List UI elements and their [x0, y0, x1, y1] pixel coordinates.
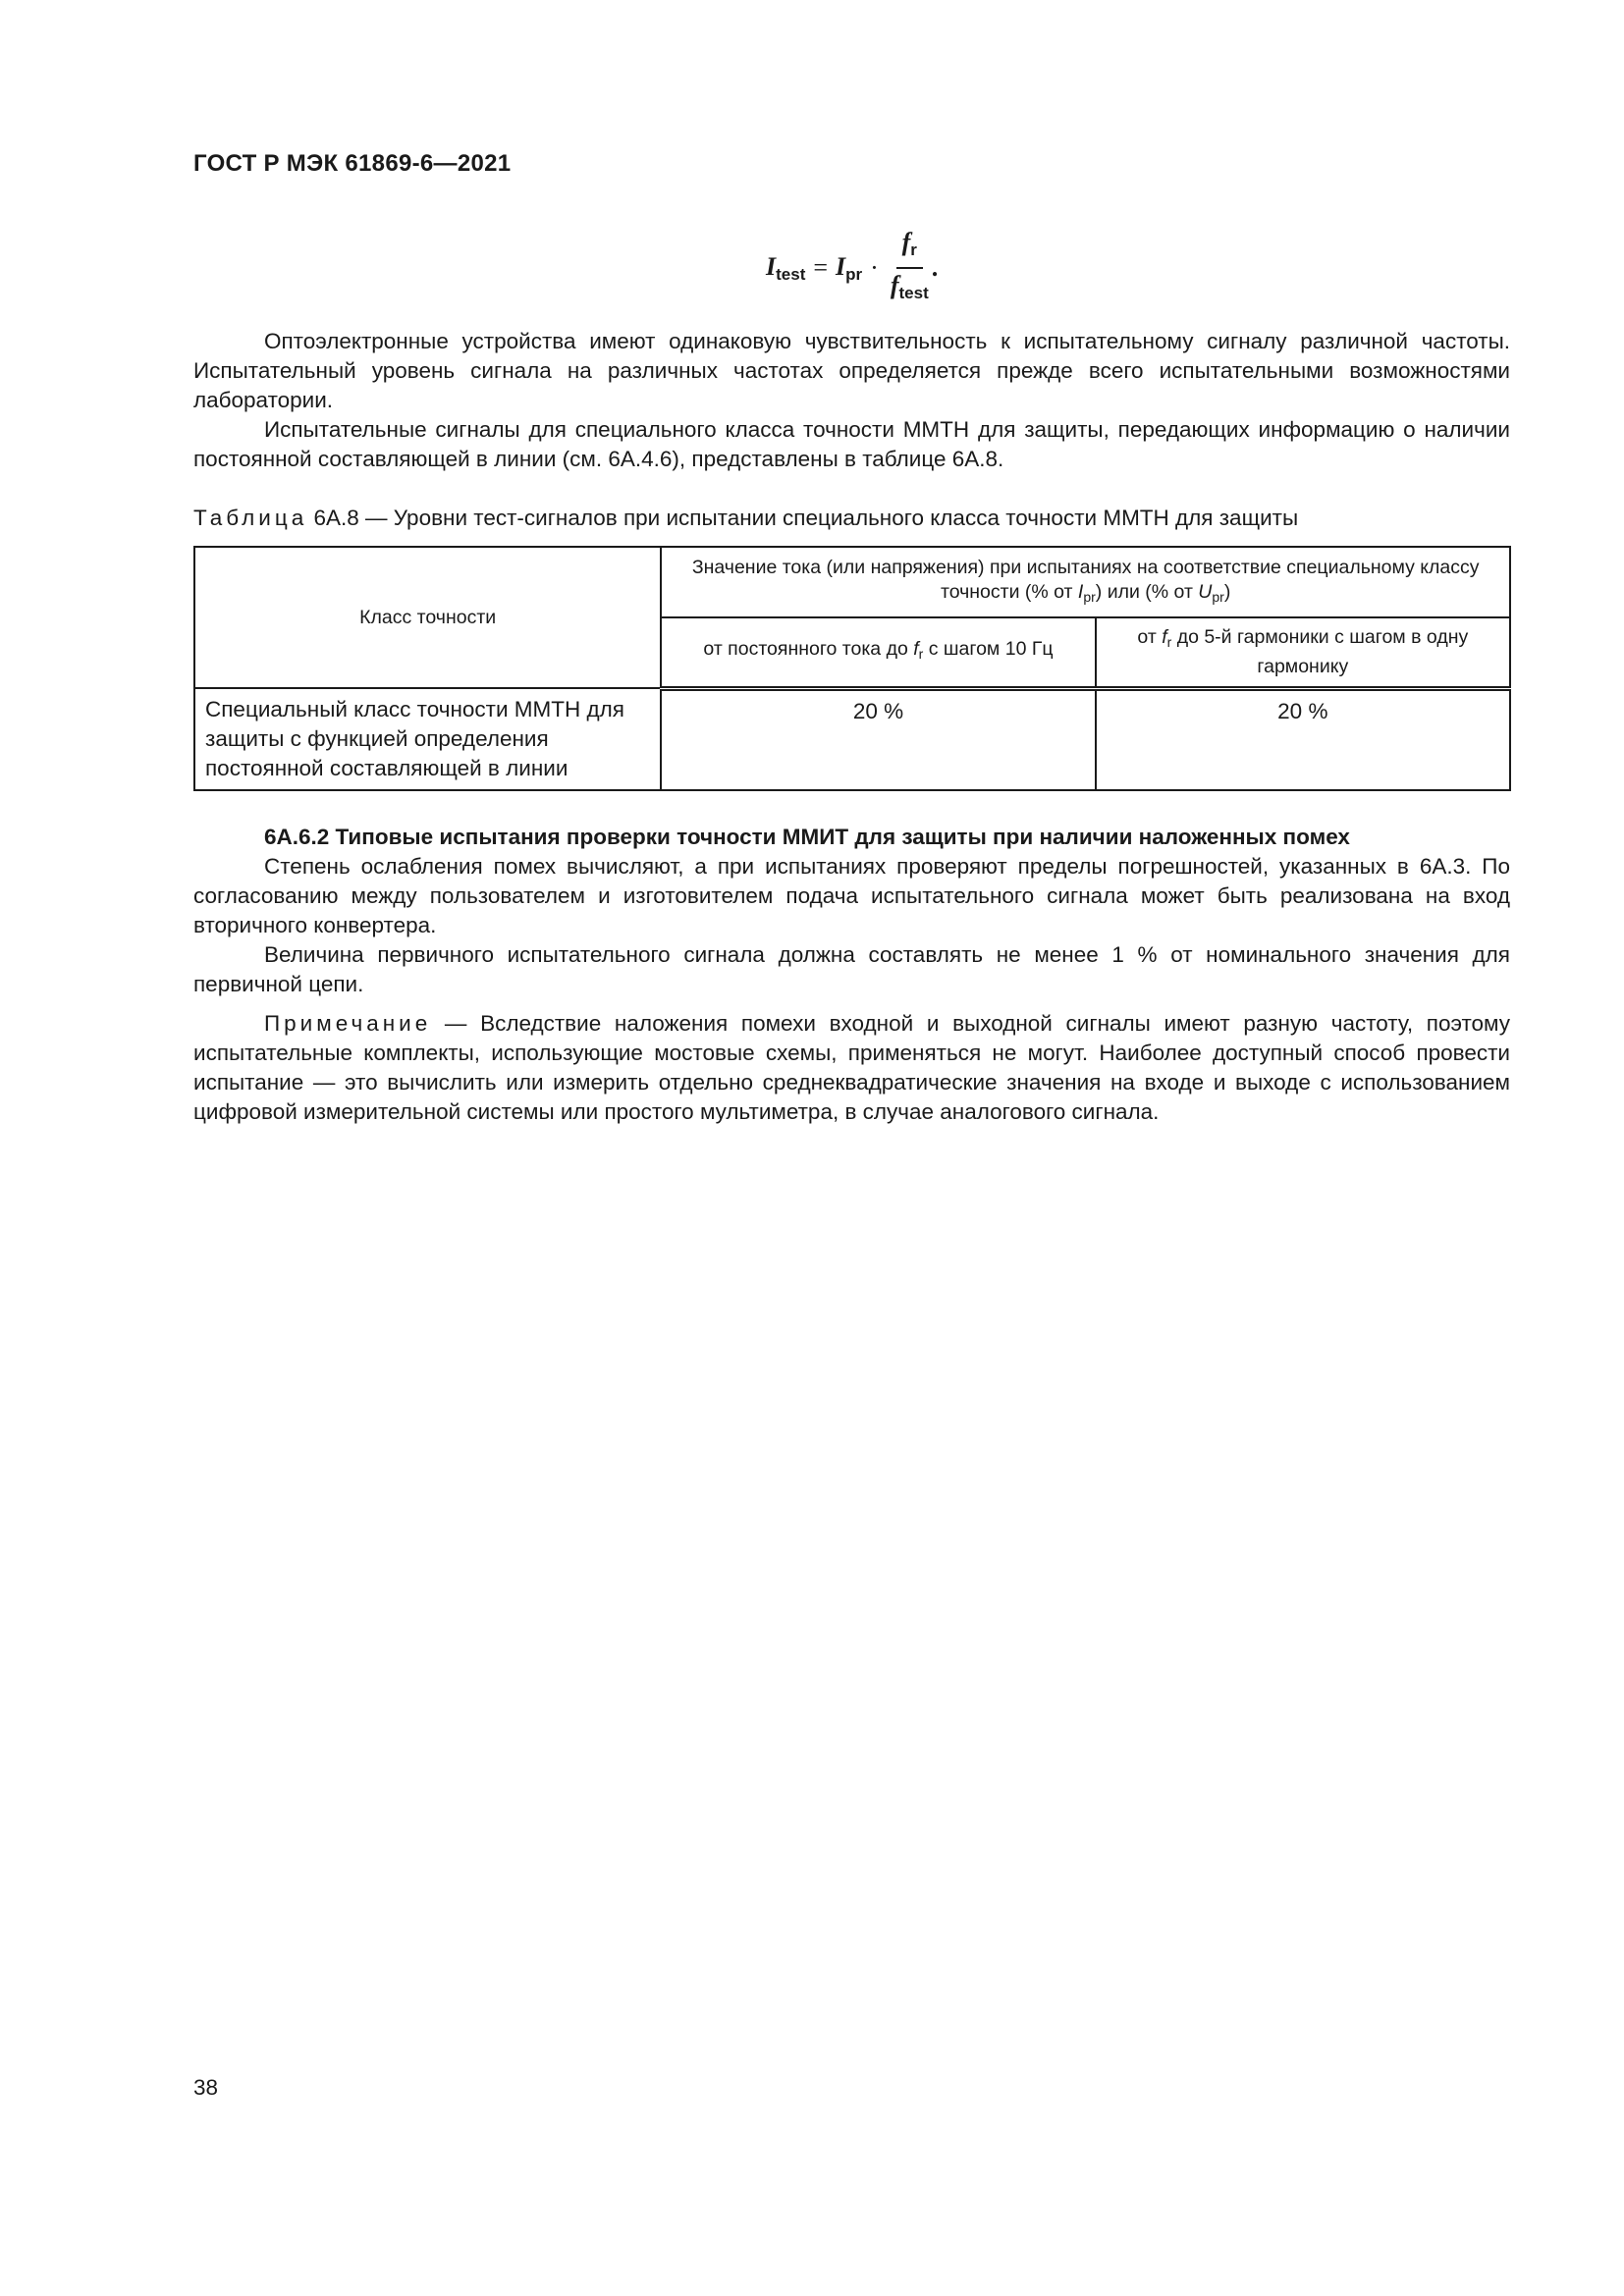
formula-rhs: $I_{pr}$	[836, 251, 863, 284]
paragraph-attenuation: Степень ослабления помех вычисляют, а при испытаниях проверяют пределы погрешностей, указанных в 6А.3. По согласованию между пользователем и изготовителем подача испытательного сигнала может быть реализована на вход вторичного конвертера.	[193, 854, 1510, 937]
page-number: 38	[193, 2075, 219, 2100]
row-accuracy-class: Специальный класс точности ММТН для защиты с функцией определения постоянной составляющей в линии	[194, 688, 661, 790]
document-header: ГОСТ Р МЭК 61869-6—2021	[193, 150, 512, 177]
paragraph-test-signals: Испытательные сигналы для специального класса точности ММТН для защиты, передающих информацию о наличии постоянной составляющей в линии (см. 6А.4.6), представлены в таблице 6А.8.	[193, 417, 1510, 471]
paragraph-optoelectronic: Оптоэлектронные устройства имеют одинаковую чувствительность к испытательному сигналу различной частоты. Испытательный уровень сигнала на различных частотах определяется прежде всего испытательными возможностями лаборатории.	[193, 329, 1510, 412]
header-accuracy-class: Класс точности	[194, 547, 661, 688]
paragraph-primary-signal: Величина первичного испытательного сигнала должна составлять не менее 1 % от номинального значения для первичной цепи.	[193, 942, 1510, 996]
note-paragraph	[193, 1009, 1510, 1127]
formula-end: .	[932, 253, 940, 282]
formula-dot: ·	[870, 253, 879, 282]
note-text: — Вследствие наложения помехи входной и выходной сигналы имеют разную частоту, поэтому испытательные комплекты, использующие мостовые схемы, применяться не могут. Наиболее доступный способ провести испытание — это вычислить или измерить отдельно среднеквадратические значения на входе и выходе с использованием цифровой измерительной системы или простого мультиметра, в случае аналогового сигнала.	[193, 1011, 1510, 1124]
test-signal-table	[193, 546, 1511, 791]
table-caption-text: 6А.8 — Уровни тест-сигналов при испытании специального класса точности ММТН для защиты	[307, 506, 1299, 530]
fraction-denominator: $f_{test}$	[890, 271, 929, 302]
table-row	[194, 688, 1510, 790]
formula-fraction	[891, 228, 929, 308]
table-caption-label: Таблица	[193, 506, 308, 530]
note-label: Примечание	[264, 1011, 432, 1036]
row-value-dc: 20 %	[661, 688, 1095, 790]
formula	[766, 228, 940, 302]
header-value-group: Значение тока (или напряжения) при испытаниях на соответствие специальному классу точности (% от $I_{pr}$) или (% от $U_{pr}$)	[661, 547, 1510, 617]
formula-equals: =	[813, 253, 829, 282]
table-caption	[193, 504, 1510, 533]
header-dc-to-fr: от постоянного тока до $f_r$ с шагом 10 Гц	[661, 617, 1095, 688]
header-fr-to-5th-harmonic: от $f_r$ до 5-й гармоники с шагом в одну гармонику	[1096, 617, 1510, 688]
section-title: 6А.6.2 Типовые испытания проверки точности ММИТ для защиты при наличии наложенных помех	[264, 825, 1350, 849]
formula-lhs: $I_{test}$	[766, 251, 806, 284]
fraction-numerator: $f_r$	[896, 228, 923, 269]
row-value-harmonic: 20 %	[1096, 688, 1510, 790]
